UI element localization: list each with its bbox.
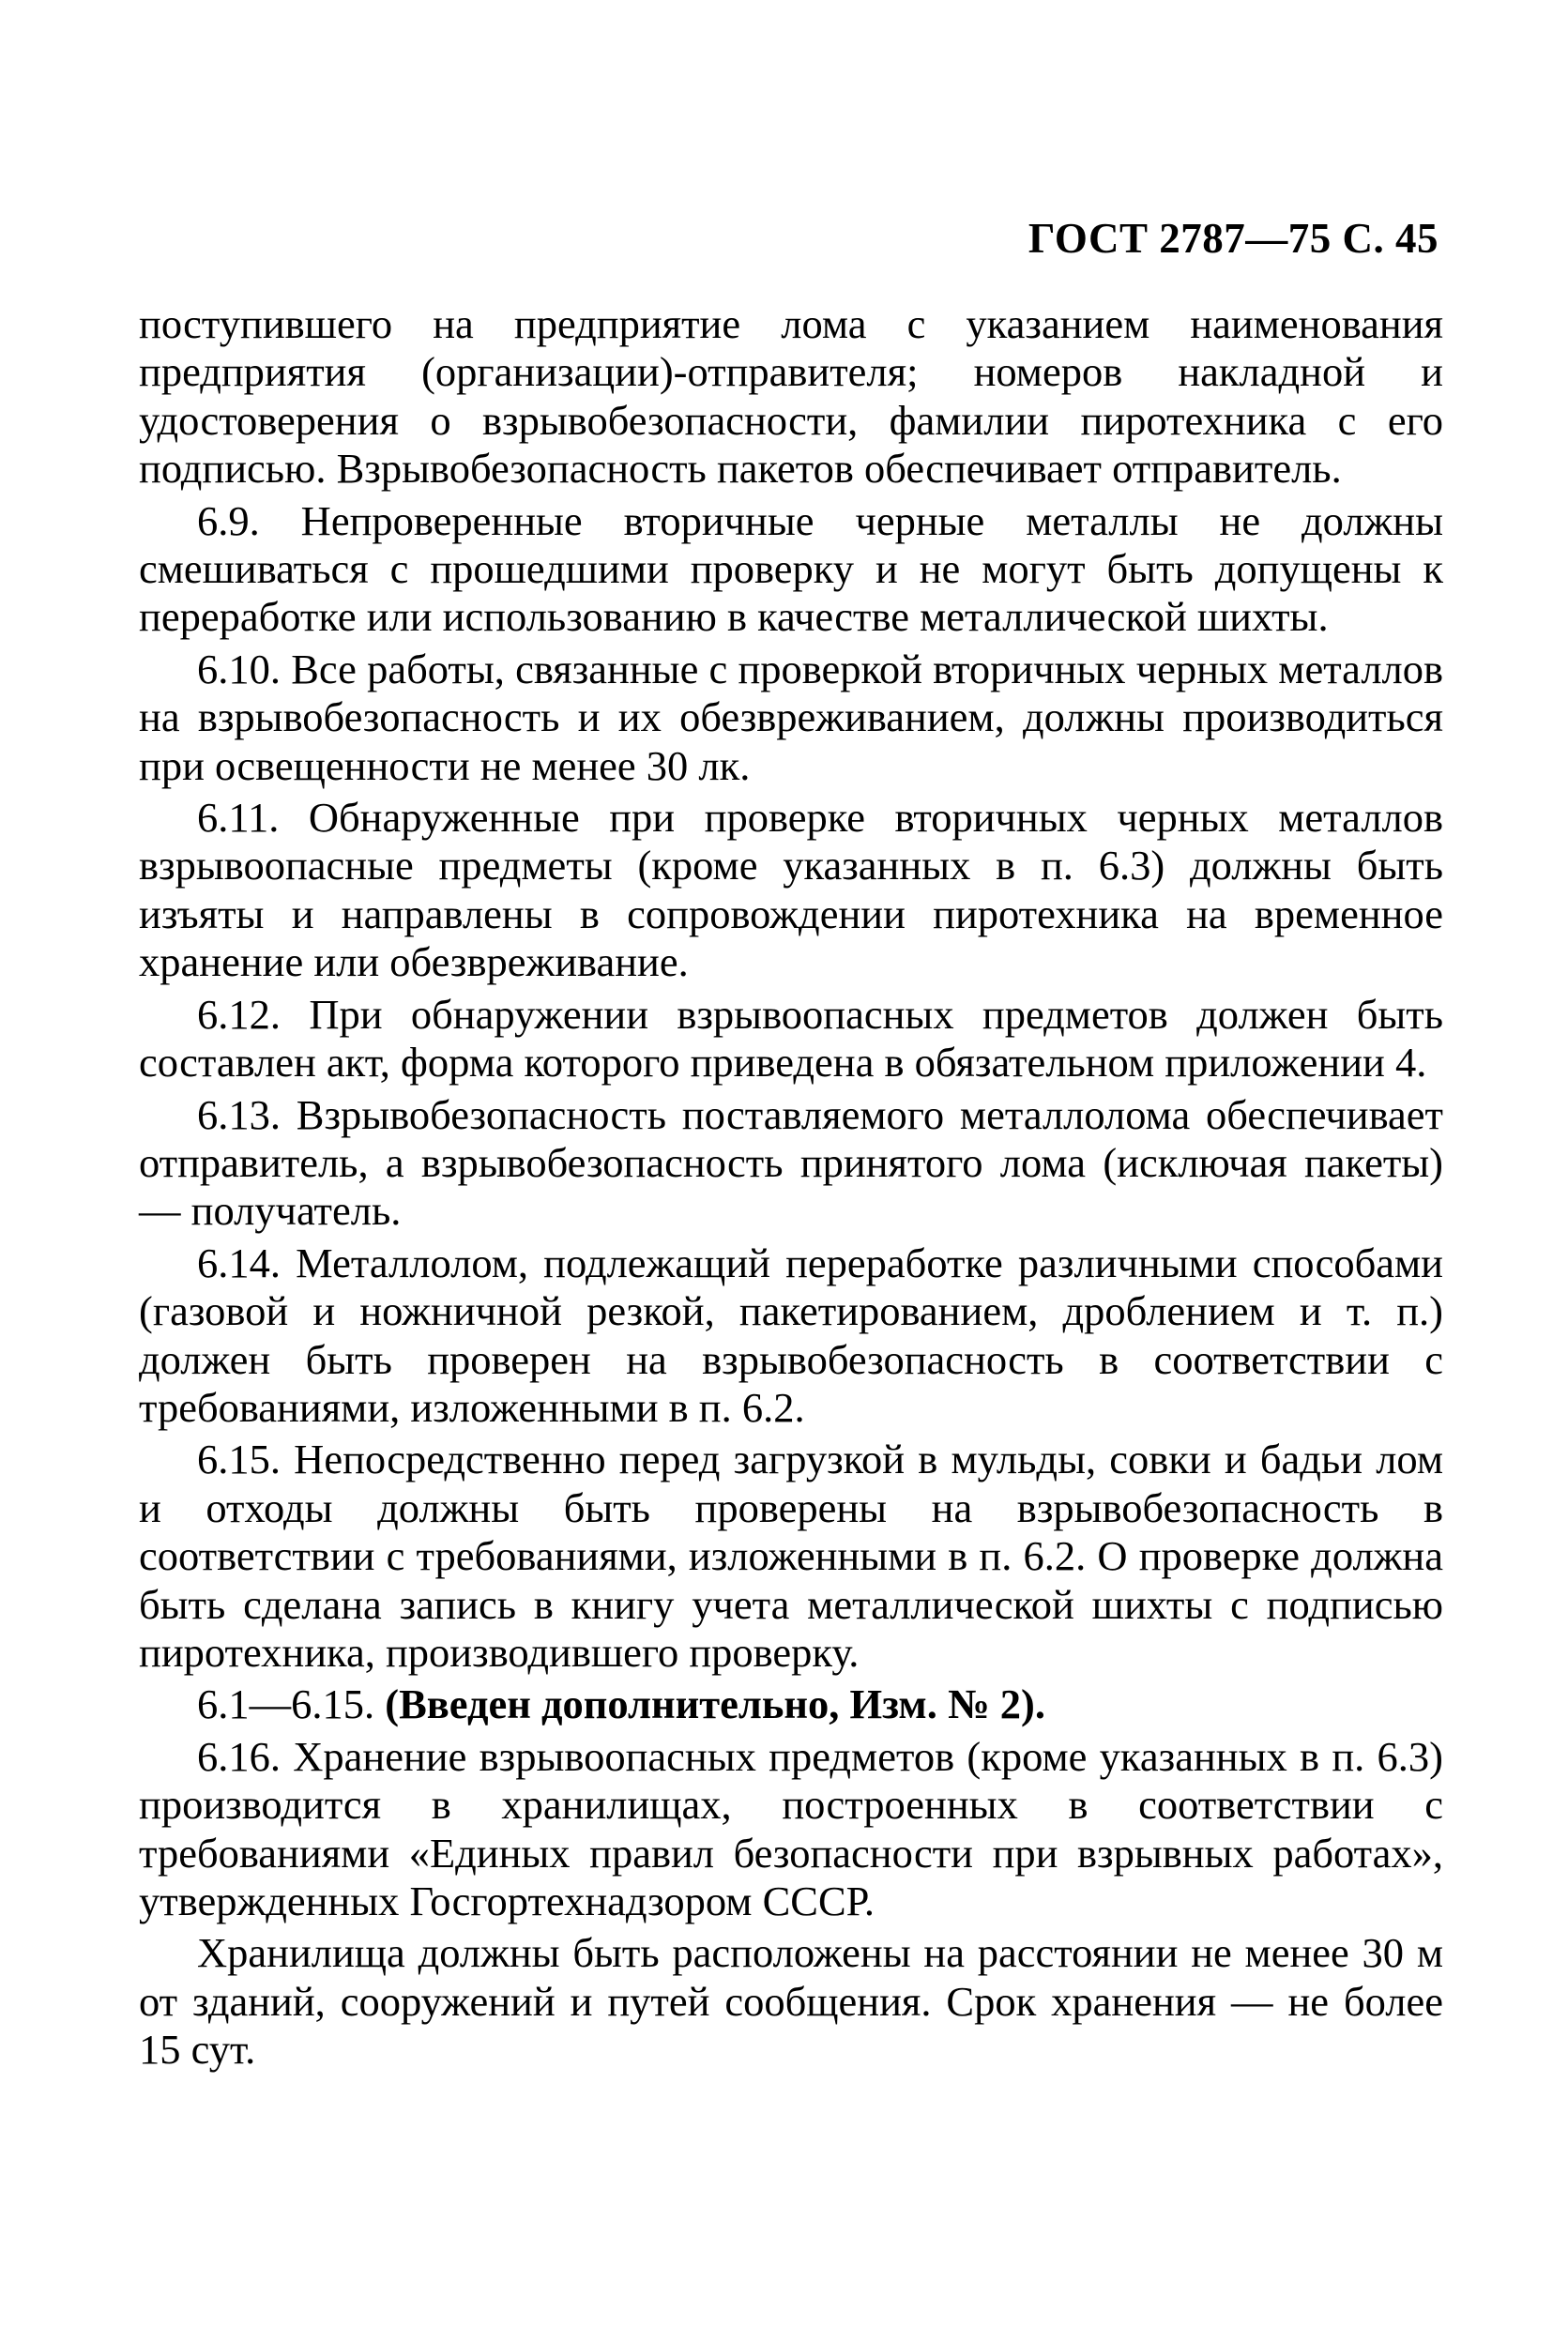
paragraph-6-11: 6.11. Обнаруженные при проверке вторичных черных металлов взрывоопасные предметы (кроме указанных в п. 6.3) должны быть изъяты и направлены в сопровождении пиротехника на временное хранение или обезвреживание.: [139, 794, 1443, 986]
paragraph-6-16: 6.16. Хранение взрывоопасных предметов (кроме указанных в п. 6.3) производится в хранилищах, построенных в соответствии с требованиями «Единых правил безопасности при взрывных работах», утвержденных Госгортехнадзором СССР.: [139, 1732, 1443, 1924]
paragraph-storage-requirements: Хранилища должны быть расположены на расстоянии не менее 30 м от зданий, сооружений и путей сообщения. Срок хранения — не более 15 сут.: [139, 1929, 1443, 2074]
paragraph-6-12: 6.12. При обнаружении взрывоопасных предметов должен быть составлен акт, форма которого приведена в обязательном приложении 4.: [139, 990, 1443, 1087]
amendment-clause-range: 6.1—6.15.: [197, 1680, 375, 1728]
paragraph-6-9: 6.9. Непроверенные вторичные черные металлы не должны смешиваться с прошедшими проверку и не могут быть допущены к переработке или использованию в качестве металлической шихты.: [139, 496, 1443, 641]
paragraph-6-10: 6.10. Все работы, связанные с проверкой вторичных черных металлов на взрывобезопасность и их обезвреживанием, должны производиться при освещенности не менее 30 лк.: [139, 645, 1443, 789]
paragraph-amendment-note: [139, 1680, 1443, 1728]
page-header: ГОСТ 2787—75 С. 45: [1028, 215, 1439, 262]
amendment-note: (Введен дополнительно, Изм. № 2).: [385, 1680, 1045, 1728]
paragraph-6-14: 6.14. Металлолом, подлежащий переработке различными способами (газовой и ножничной резкой, пакетированием, дроблением и т. п.) должен быть проверен на взрывобезопасность в соответствии с требованиями, изложенными в п. 6.2.: [139, 1239, 1443, 1431]
paragraph-6-15: 6.15. Непосредственно перед загрузкой в мульды, совки и бадьи лом и отходы должны быть проверены на взрывобезопасность в соответствии с требованиями, изложенными в п. 6.2. О проверке должна быть сделана запись в книгу учета металлической шихты с подписью пиротехника, производившего проверку.: [139, 1436, 1443, 1676]
document-body: [139, 300, 1443, 2075]
paragraph-6-13: 6.13. Взрывобезопасность поставляемого металлолома обеспечивает отправитель, а взрывобезопасность принятого лома (исключая пакеты) — получатель.: [139, 1090, 1443, 1235]
paragraph-continuation: поступившего на предприятие лома с указанием наименования предприятия (организации)-отправителя; номеров накладной и удостоверения о взрывобезопасности, фамилии пиротехника с его подписью. Взрывобезопасность пакетов обеспечивает отправитель.: [139, 300, 1443, 493]
